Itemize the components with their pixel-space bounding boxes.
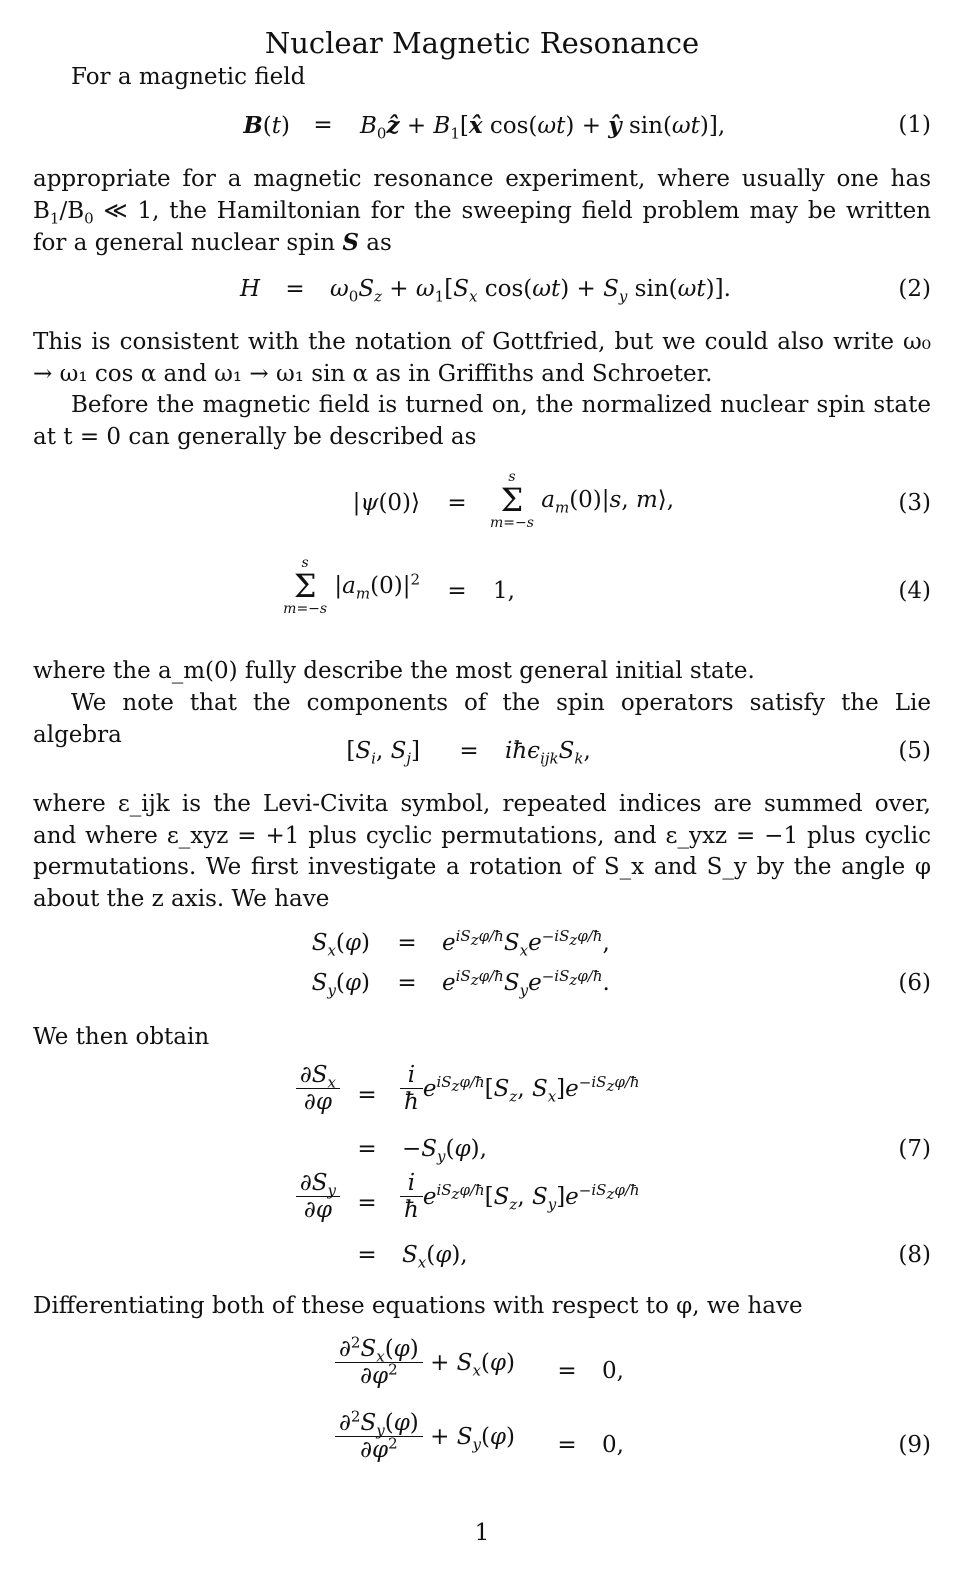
eq3-number: (3) (898, 490, 931, 516)
paragraph-differentiating: Differentiating both of these equations with respect to φ, we have (33, 1293, 803, 1319)
eq9b-equals: = (557, 1432, 577, 1458)
eq1-number: (1) (898, 112, 931, 138)
eq9b-rhs: 0, (602, 1432, 624, 1458)
equation-7-8 (0, 1062, 974, 1274)
eq3-lhs: |ψ(0)⟩ (352, 490, 420, 516)
eq7-equals-a: = (357, 1082, 377, 1108)
equation-2 (0, 276, 974, 310)
eq7-rhs-b: $-S_y(\varphi)$, (402, 1136, 487, 1166)
eq3-rhs: s Σ m=−s $a_m(0)|s$, m⟩, (490, 469, 675, 531)
paragraph-then-obtain: We then obtain (33, 1024, 210, 1050)
eq8-lhs: $\frac{\partial S_y}{\partial\varphi}$ (270, 1170, 340, 1223)
eq9b-lhs: $\frac{\partial^2S_y(\varphi)}{\partial\varphi^2}$ + $S_y(\varphi)$ (335, 1410, 515, 1463)
eq2-number: (2) (898, 276, 931, 302)
eq9a-rhs: 0, (602, 1358, 624, 1384)
eq1-lhs: B(t) (243, 112, 290, 139)
eq1-rhs: $B_0ẑ$ + $B_1[x̂$ cos(ωt) + ŷ sin(ωt)], (360, 112, 726, 143)
eq4-sum-symbol: s Σ m=−s (283, 555, 328, 617)
eq9-number: (9) (898, 1432, 931, 1458)
p2-text-a: appropriate for a magnetic resonance experiment, where usually one has B (33, 166, 931, 224)
eq2-equals: = (285, 276, 305, 302)
eq6a-rhs: $e^{iS_z\varphi/ħ}S_xe^{-iS_z\varphi/ħ}$, (442, 927, 610, 960)
p2-slash: /B (59, 197, 85, 224)
eq6-number: (6) (898, 970, 931, 996)
eq3-equals: = (447, 490, 467, 516)
p2-text-c: as (358, 230, 392, 256)
eq5-lhs: [$S_i$, $S_j$] (346, 738, 420, 768)
eq7-rhs-a: $\frac{i}{ħ}$ $e^{iS_z\varphi/ħ}[S_z$, $S_x]e^{-iS_z\varphi/ħ}$ (400, 1062, 640, 1115)
eq9a-equals: = (557, 1358, 577, 1384)
eq6a-equals: = (397, 930, 417, 956)
p2-spin-symbol: S (342, 229, 359, 256)
p2-sub-0: 0 (84, 209, 94, 228)
eq8-equals-b: = (357, 1242, 377, 1268)
eq6a-lhs: $S_x(\varphi)$ (311, 930, 370, 960)
equation-9 (0, 1333, 974, 1486)
eq4-rhs: 1, (493, 578, 515, 604)
p2-text-b: ≪ 1, the Hamiltonian for the sweeping field problem may be written for a general nuclear spin (33, 197, 931, 256)
paragraph-lie-algebra: We note that the components of the spin operators satisfy the Lie algebra (33, 690, 931, 748)
equation-1 (0, 112, 974, 146)
page-title: Nuclear Magnetic Resonance (264, 26, 700, 60)
eq5-rhs: $iħ\epsilon_{ijk}S_k$, (505, 738, 591, 768)
equation-3 (0, 470, 974, 550)
eq8-equals-a: = (357, 1190, 377, 1216)
p2-sub-1: 1 (49, 209, 60, 228)
eq7-lhs: $\frac{\partial S_x}{\partial\varphi}$ (270, 1062, 340, 1115)
paragraph-notation: This is consistent with the notation of Gottfried, but we could also write ω₀ → ω₁ cos α and ω₁ → ω₁ sin α as in Griffiths and Schroeter. (33, 329, 931, 387)
eq1-equals: = (313, 112, 333, 138)
eq6b-rhs: $e^{iS_z\varphi/ħ}S_ye^{-iS_z\varphi/ħ}$. (442, 967, 610, 1000)
equation-6 (0, 927, 974, 1010)
eq4-number: (4) (898, 578, 931, 604)
eq2-rhs: $\omega_0S_z + \omega_1[S_x$ $\cos(\omega t) + S_y$ sin(ωt)]. (330, 276, 731, 306)
eq2-lhs: H (239, 276, 260, 302)
paragraph-hamiltonian-intro (33, 164, 931, 260)
eq5-equals: = (459, 738, 479, 764)
eq9a-lhs: $\frac{\partial^2S_x(\varphi)}{\partial\varphi^2}$ + $S_x(\varphi)$ (335, 1336, 515, 1389)
eq4-equals: = (447, 578, 467, 604)
eq8-rhs-a: $\frac{i}{ħ}$ $e^{iS_z\varphi/ħ}[S_z$, $S_y]e^{-iS_z\varphi/ħ}$ (400, 1170, 640, 1223)
eq5-number: (5) (898, 738, 931, 764)
equation-5 (0, 738, 974, 772)
eq7-equals-b: = (357, 1136, 377, 1162)
eq7-number: (7) (898, 1136, 931, 1162)
eq4-lhs: s Σ m=−s $|a_m(0)|^2$ (283, 555, 420, 617)
eq8-rhs-b: $S_x(\varphi)$, (402, 1242, 468, 1272)
paragraph-levi-civita: where ε_ijk is the Levi-Civita symbol, repeated indices are summed over, and where ε_xyz = +1 plus cyclic permutations, and ε_yxz = −1 plus cyclic permutations. We first investigate a rotation of S_x and S_y by the angle φ about the z axis. We have (33, 791, 931, 912)
paragraph-intro: For a magnetic field (71, 64, 306, 90)
eq6b-equals: = (397, 970, 417, 996)
equation-4 (0, 556, 974, 636)
eq8-number: (8) (898, 1242, 931, 1268)
paragraph-initial-state: Before the magnetic field is turned on, the normalized nuclear spin state at t = 0 can generally be described as (33, 392, 931, 450)
paragraph-coefficients: where the a_m(0) fully describe the most general initial state. (33, 658, 755, 684)
page-number: 1 (474, 1520, 490, 1546)
eq6b-lhs: $S_y(\varphi)$ (311, 970, 370, 1000)
eq3-sum-symbol: s Σ m=−s (490, 469, 534, 531)
